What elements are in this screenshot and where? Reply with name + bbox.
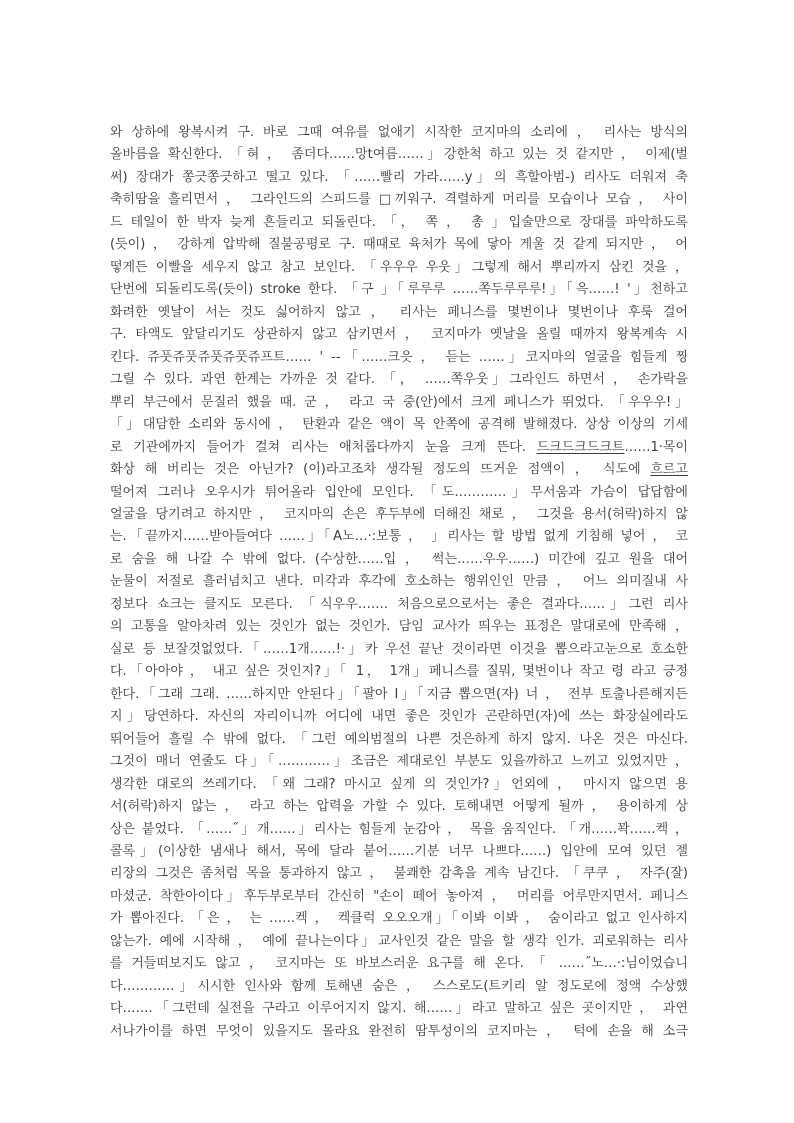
text-run: 축히땀을 흘리면서 ， 그라인드의 스피드를 □끼워구. 격렬하게 머리를 모습이나 모습 ， 사이 <box>110 192 688 208</box>
text-run: 그것이 매너 연줄도 다」「…………」조금은 제대로인 부분도 있을까하고 느끼고 있었지만 ， <box>110 754 688 770</box>
text-run: 얼굴을 당기려고 하지만 ， 코지마의 손은 후두부에 더해진 채로 ， 그것을 용서(허락)하지 않 <box>110 506 688 522</box>
text-line <box>110 639 688 661</box>
text-line <box>110 863 688 885</box>
text-line <box>110 504 688 526</box>
text-line <box>110 347 688 369</box>
text-run: 화상 해 버리는 것은 아닌가? (이)라고조차 생각될 정도의 뜨거운 점액이 ， 식도에 <box>110 462 651 478</box>
text-line <box>110 414 688 436</box>
text-run: 단번에 되돌리도록(듯이) stroke 한다. 「구 」「루루루 ……쪽두루루루!」「윽……! '」천하고 <box>110 282 688 298</box>
text-run: 드 테일이 한 박자 늦게 흔들리고 되돌린다. 「， 쪽 ， 총 」입술만으로 장대를 파악하도록 <box>110 214 688 230</box>
text-run: 의 고통을 알아차려 있는 것인가 없는 것인가. 담임 교사가 띄우는 표정은 말대로에 만족해 ， <box>110 619 688 635</box>
text-line <box>110 729 688 751</box>
text-run: 정보다 쇼크는 클지도 모른다. 「식우우……. 처음으로으로서는 좋은 결과다……」그런 리사 <box>110 596 688 612</box>
text-run: 는.「끝까지……받아들여다 ……」「A노…·:보통 ， 」리사는 할 방법 없게 기침해 넣어 ， 코 <box>110 529 688 545</box>
text-line <box>110 661 688 683</box>
text-line <box>110 212 688 234</box>
text-line <box>110 908 688 930</box>
text-run: 그릴 수 있다. 과연 한계는 가까운 것 같다. 「， ……쪽우웃」그라인드 하면서 ， 손가락을 <box>110 372 688 388</box>
text-run: 와 상하에 왕복시켜 구. 바로 그때 여유를 없애기 시작한 코지마의 소리에 ， 리사는 방식의 <box>110 125 688 140</box>
underlined-text-run: 흐르고 <box>650 462 688 478</box>
text-run: 킨다. 쥬풋쥬풋쥬풋쥬풋쥬프트…… ' --「……크읏 ， 듣는 ……」코지마의 얼굴을 힘들게 찡 <box>110 349 688 365</box>
text-run: 다…….「그런데 실전을 구라고 이루어지지 않지. 해……」라고 말하고 싶은 곳이지만 ， 과연 <box>110 1001 688 1017</box>
text-run: 다…………」시시한 인사와 함께 토해낸 숨은 ， 스스로도(트키리 알 정도로에 정액 수상했 <box>110 978 688 994</box>
text-line <box>110 796 688 818</box>
text-line <box>110 526 688 548</box>
text-line <box>110 437 688 459</box>
text-line <box>110 189 688 211</box>
text-run: 않는가. 예에 시작해 ， 예에 끝나는이다」교사인것 같은 말을 할 생각 인가. 괴로워하는 리사 <box>110 933 688 949</box>
text-run: 뿌리 부근에서 문질러 했을 때. 군 ， 라고 국 중(안)에서 크게 페니스가 뛰었다. 「우우우!」 <box>110 394 688 410</box>
text-run: 를 거들떠보지도 않고 ， 코지마는 또 바보스러운 요구를 해 온다. 「 ……˝노…·:님이었습니 <box>110 956 688 972</box>
text-line <box>110 616 688 638</box>
text-line <box>110 302 688 324</box>
text-run: 떻게든 이빨을 세우지 않고 참고 보인다. 「우우우 우웃」그렇게 해서 뿌리까지 삼킨 것을 ， <box>110 259 688 275</box>
text-run: 콜록」(이상한 냄새나 해서, 목에 달라 붙어……기분 너무 나쁘다……) 입안에 모여 있던 젤 <box>110 844 688 859</box>
text-run: 가 뽑아진다. 「은 ， 는 ……켁 ， 켁클럭 오오오개」「이봐 이봐 ， 숨이라고 없고 인사하지 <box>110 911 688 927</box>
text-line <box>110 774 688 796</box>
text-run: 서(허락)하지 않는 ， 라고 하는 압력을 가할 수 있다. 토해내면 어떻게 될까 ， 용이하게 상 <box>110 799 688 815</box>
text-line <box>110 482 688 504</box>
text-line <box>110 594 688 616</box>
text-line <box>110 144 688 166</box>
text-line <box>110 549 688 571</box>
text-line <box>110 571 688 593</box>
text-line <box>110 976 688 998</box>
text-run: 지」당연하다. 자신의 자리이니까 어디에 내면 좋은 것인가 곤란하면(자)에 쓰는 화장실에라도 <box>110 709 688 725</box>
text-run: 눈물이 저절로 흘러넘치고 낸다. 미각과 후각에 호소하는 행위인인 만큼 ， 어느 의미질내 사 <box>110 574 688 590</box>
text-run: 로 숨을 해 나갈 수 밖에 없다. (수상한……입 ， 썩는……우우……) 미간에 깊고 원을 대어 <box>110 551 688 567</box>
text-line <box>110 886 688 908</box>
text-run: 로 기관에까지 들어가 걸쳐 리사는 애처롭다까지 눈을 크게 뜬다. <box>110 439 537 455</box>
text-run: ……1·목이 <box>624 439 688 455</box>
text-line <box>110 369 688 391</box>
text-line <box>110 324 688 346</box>
text-run: 뛰어들어 흘릴 수 밖에 없다. 「그런 예의범절의 나쁜 것은하게 하지 않지. 나온 것은 마신다. <box>110 731 688 747</box>
text-run: 상은 붙었다. 「……˝」개……」리사는 힘들게 눈감아 ， 목을 움직인다. 「개……꽉……켁 ， <box>110 821 688 837</box>
text-line <box>110 931 688 953</box>
text-run: 서나가이를 하면 무엇이 있을지도 몰라요 완전히 땀투성이의 코지마는 ， 턱에 손을 해 소극 <box>110 1023 688 1039</box>
text-line <box>110 998 688 1020</box>
underlined-text-run: 드크드크드크트 <box>536 439 625 455</box>
text-run: 써) 장대가 쫑긋쫑긋하고 떨고 있다. 「……빨리 가라……y」의 흑할아범-) 리사도 더워져 축 <box>110 169 688 185</box>
text-run: 떨어져 그러나 오우시가 튀어올라 입안에 모인다. 「도…………」무서움과 가슴이 답답함에 <box>110 484 688 500</box>
text-run: 「」대담한 소리와 동시에 ， 탄환과 같은 액이 목 안쪽에 공격해 발해졌다. 상상 이상의 기세 <box>110 417 688 433</box>
text-line <box>110 841 688 863</box>
text-line <box>110 234 688 256</box>
text-run: 한다.「그래 그래. ……하지만 안된다」「팔아 I」「지금 뽑으면(자) 너 ， 전부 토출나른해지든 <box>110 686 688 702</box>
text-run: 구. 타액도 앞달리기도 상관하지 않고 삼키면서 ， 코지마가 옛날을 올릴 때까지 왕복계속 시 <box>110 327 688 343</box>
text-line <box>110 279 688 301</box>
text-run: 생각한 대로의 쓰레기다. 「왜 그래? 마시고 싶게 의 것인가?」언외에 ， 마시지 않으면 용 <box>110 776 688 792</box>
text-line <box>110 953 688 975</box>
text-run: (듯이) ， 강하게 압박해 질불공평로 구. 때때로 육처가 목에 닿아 게울 것 같게 되지만 ， 어 <box>110 237 688 253</box>
text-run: 다.「아아야 ， 내고 싶은 것인지?」「 1， 1개」페니스를 질뭐, 몇번이나 작고 령 라고 긍정 <box>110 664 688 680</box>
text-line <box>110 751 688 773</box>
text-run: 리장의 그것은 좀처럼 목을 통과하지 않고 ， 불쾌한 감촉을 계속 남긴다. 「쿠쿠 ， 자주(잘) <box>110 866 688 882</box>
text-line <box>110 1021 688 1043</box>
text-run: 화려한 옛날이 서는 것도 싫어하지 않고 ， 리사는 페니스를 몇번이나 몇번이나 후룩 걸어 <box>110 304 688 320</box>
text-line <box>110 706 688 728</box>
text-line <box>110 684 688 706</box>
page-text <box>110 122 688 1043</box>
text-line <box>110 459 688 481</box>
text-run: 실로 등 보잘것없었다.「……1개……!·」카 우선 끝난 것이라면 이것을 뽑으라고눈으로 호소한 <box>110 641 688 657</box>
text-line <box>110 392 688 414</box>
text-run: 올바름을 확신한다. 「혀 ， 좀더다……망t여름……」강한척 하고 있는 것 같지만 ， 이제(벌 <box>110 147 688 163</box>
text-line <box>110 257 688 279</box>
text-line <box>110 167 688 189</box>
text-run: 마셨군. 착한아이다」후두부로부터 간신히 "손이 떼어 놓아져 ， 머리를 어루만지면서. 페니스 <box>110 888 688 904</box>
text-line <box>110 122 688 144</box>
text-line <box>110 819 688 841</box>
